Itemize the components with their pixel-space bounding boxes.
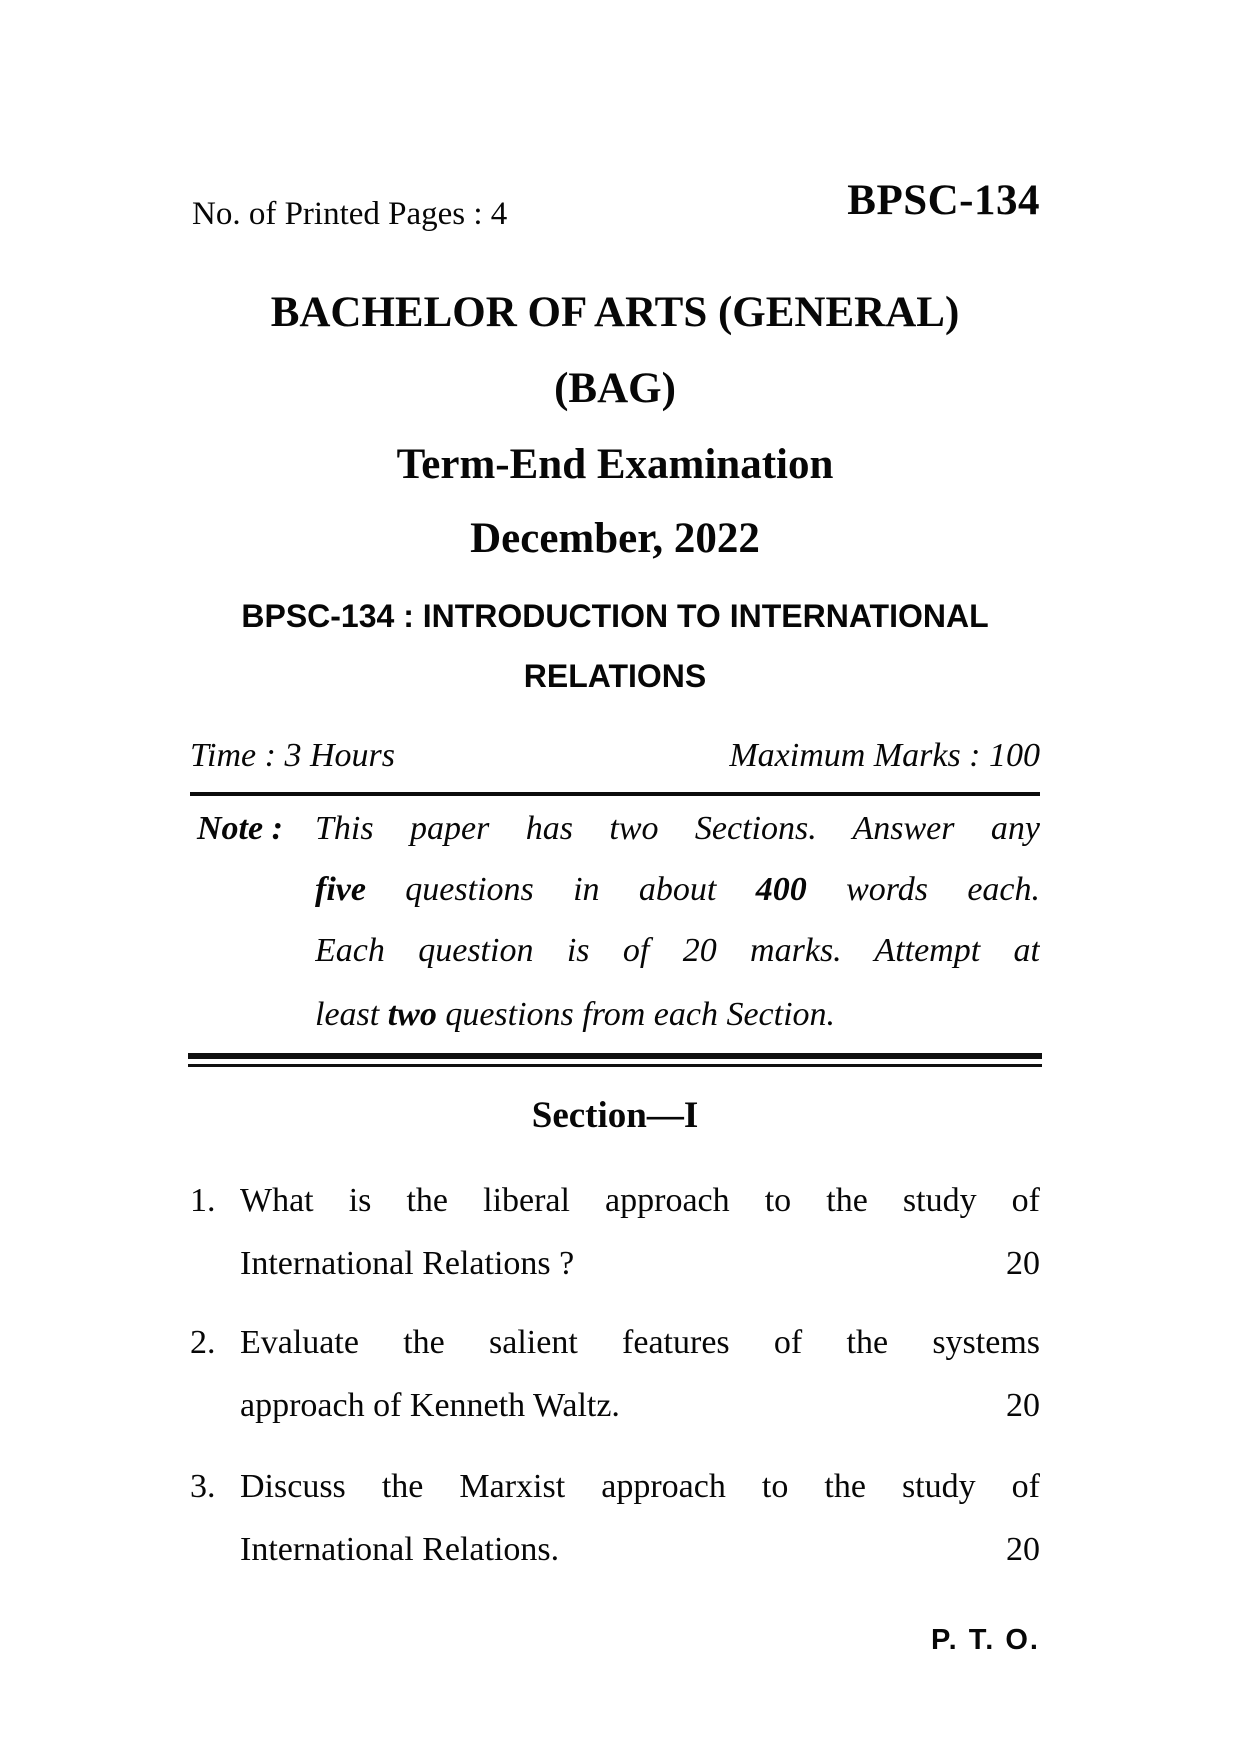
exam-session: December, 2022 xyxy=(470,515,760,562)
maximum-marks: Maximum Marks : 100 xyxy=(729,737,1040,774)
question-marks: 20 xyxy=(1006,1245,1040,1282)
question-text-line: Evaluate the salient features of the systems xyxy=(240,1324,1040,1361)
question-marks: 20 xyxy=(1006,1387,1040,1424)
question-text-line: approach of Kenneth Waltz. xyxy=(240,1387,620,1424)
question-text-line: International Relations. xyxy=(240,1531,560,1568)
time-allowed: Time : 3 Hours xyxy=(190,737,395,774)
note-line: This paper has two Sections. Answer any xyxy=(315,810,1040,847)
section-heading: Section—I xyxy=(531,1095,699,1136)
question-number: 2. xyxy=(190,1324,216,1361)
double-rule xyxy=(188,1053,1042,1067)
question-text-line: International Relations ? xyxy=(240,1245,575,1282)
note-line: least two questions from each Section. xyxy=(315,996,836,1033)
degree-abbreviation: (BAG) xyxy=(554,365,676,412)
question-marks: 20 xyxy=(1006,1531,1040,1568)
question-number: 1. xyxy=(190,1182,216,1219)
page-turn-over-note: P. T. O. xyxy=(931,1624,1040,1656)
question-number: 3. xyxy=(190,1468,216,1505)
question-text-line: Discuss the Marxist approach to the study of xyxy=(240,1468,1040,1505)
question-2 xyxy=(190,1324,1040,1450)
course-title-line1: BPSC-134 : INTRODUCTION TO INTERNATIONAL xyxy=(241,598,989,634)
note-label: Note : xyxy=(197,810,283,847)
printed-pages-note: No. of Printed Pages : 4 xyxy=(192,196,508,232)
course-title-line2: RELATIONS xyxy=(523,658,707,694)
degree-title: BACHELOR OF ARTS (GENERAL) xyxy=(270,289,960,336)
meta-row xyxy=(190,737,1040,775)
question-3 xyxy=(190,1468,1040,1594)
note-line: five questions in about 400 words each. xyxy=(315,871,1040,908)
note-line: Each question is of 20 marks. Attempt at xyxy=(315,932,1040,969)
question-text-line: What is the liberal approach to the study of xyxy=(240,1182,1040,1219)
question-1 xyxy=(190,1182,1040,1308)
paper-code: BPSC-134 xyxy=(847,177,1040,224)
horizontal-rule xyxy=(190,792,1040,796)
exam-title: Term-End Examination xyxy=(396,441,834,488)
